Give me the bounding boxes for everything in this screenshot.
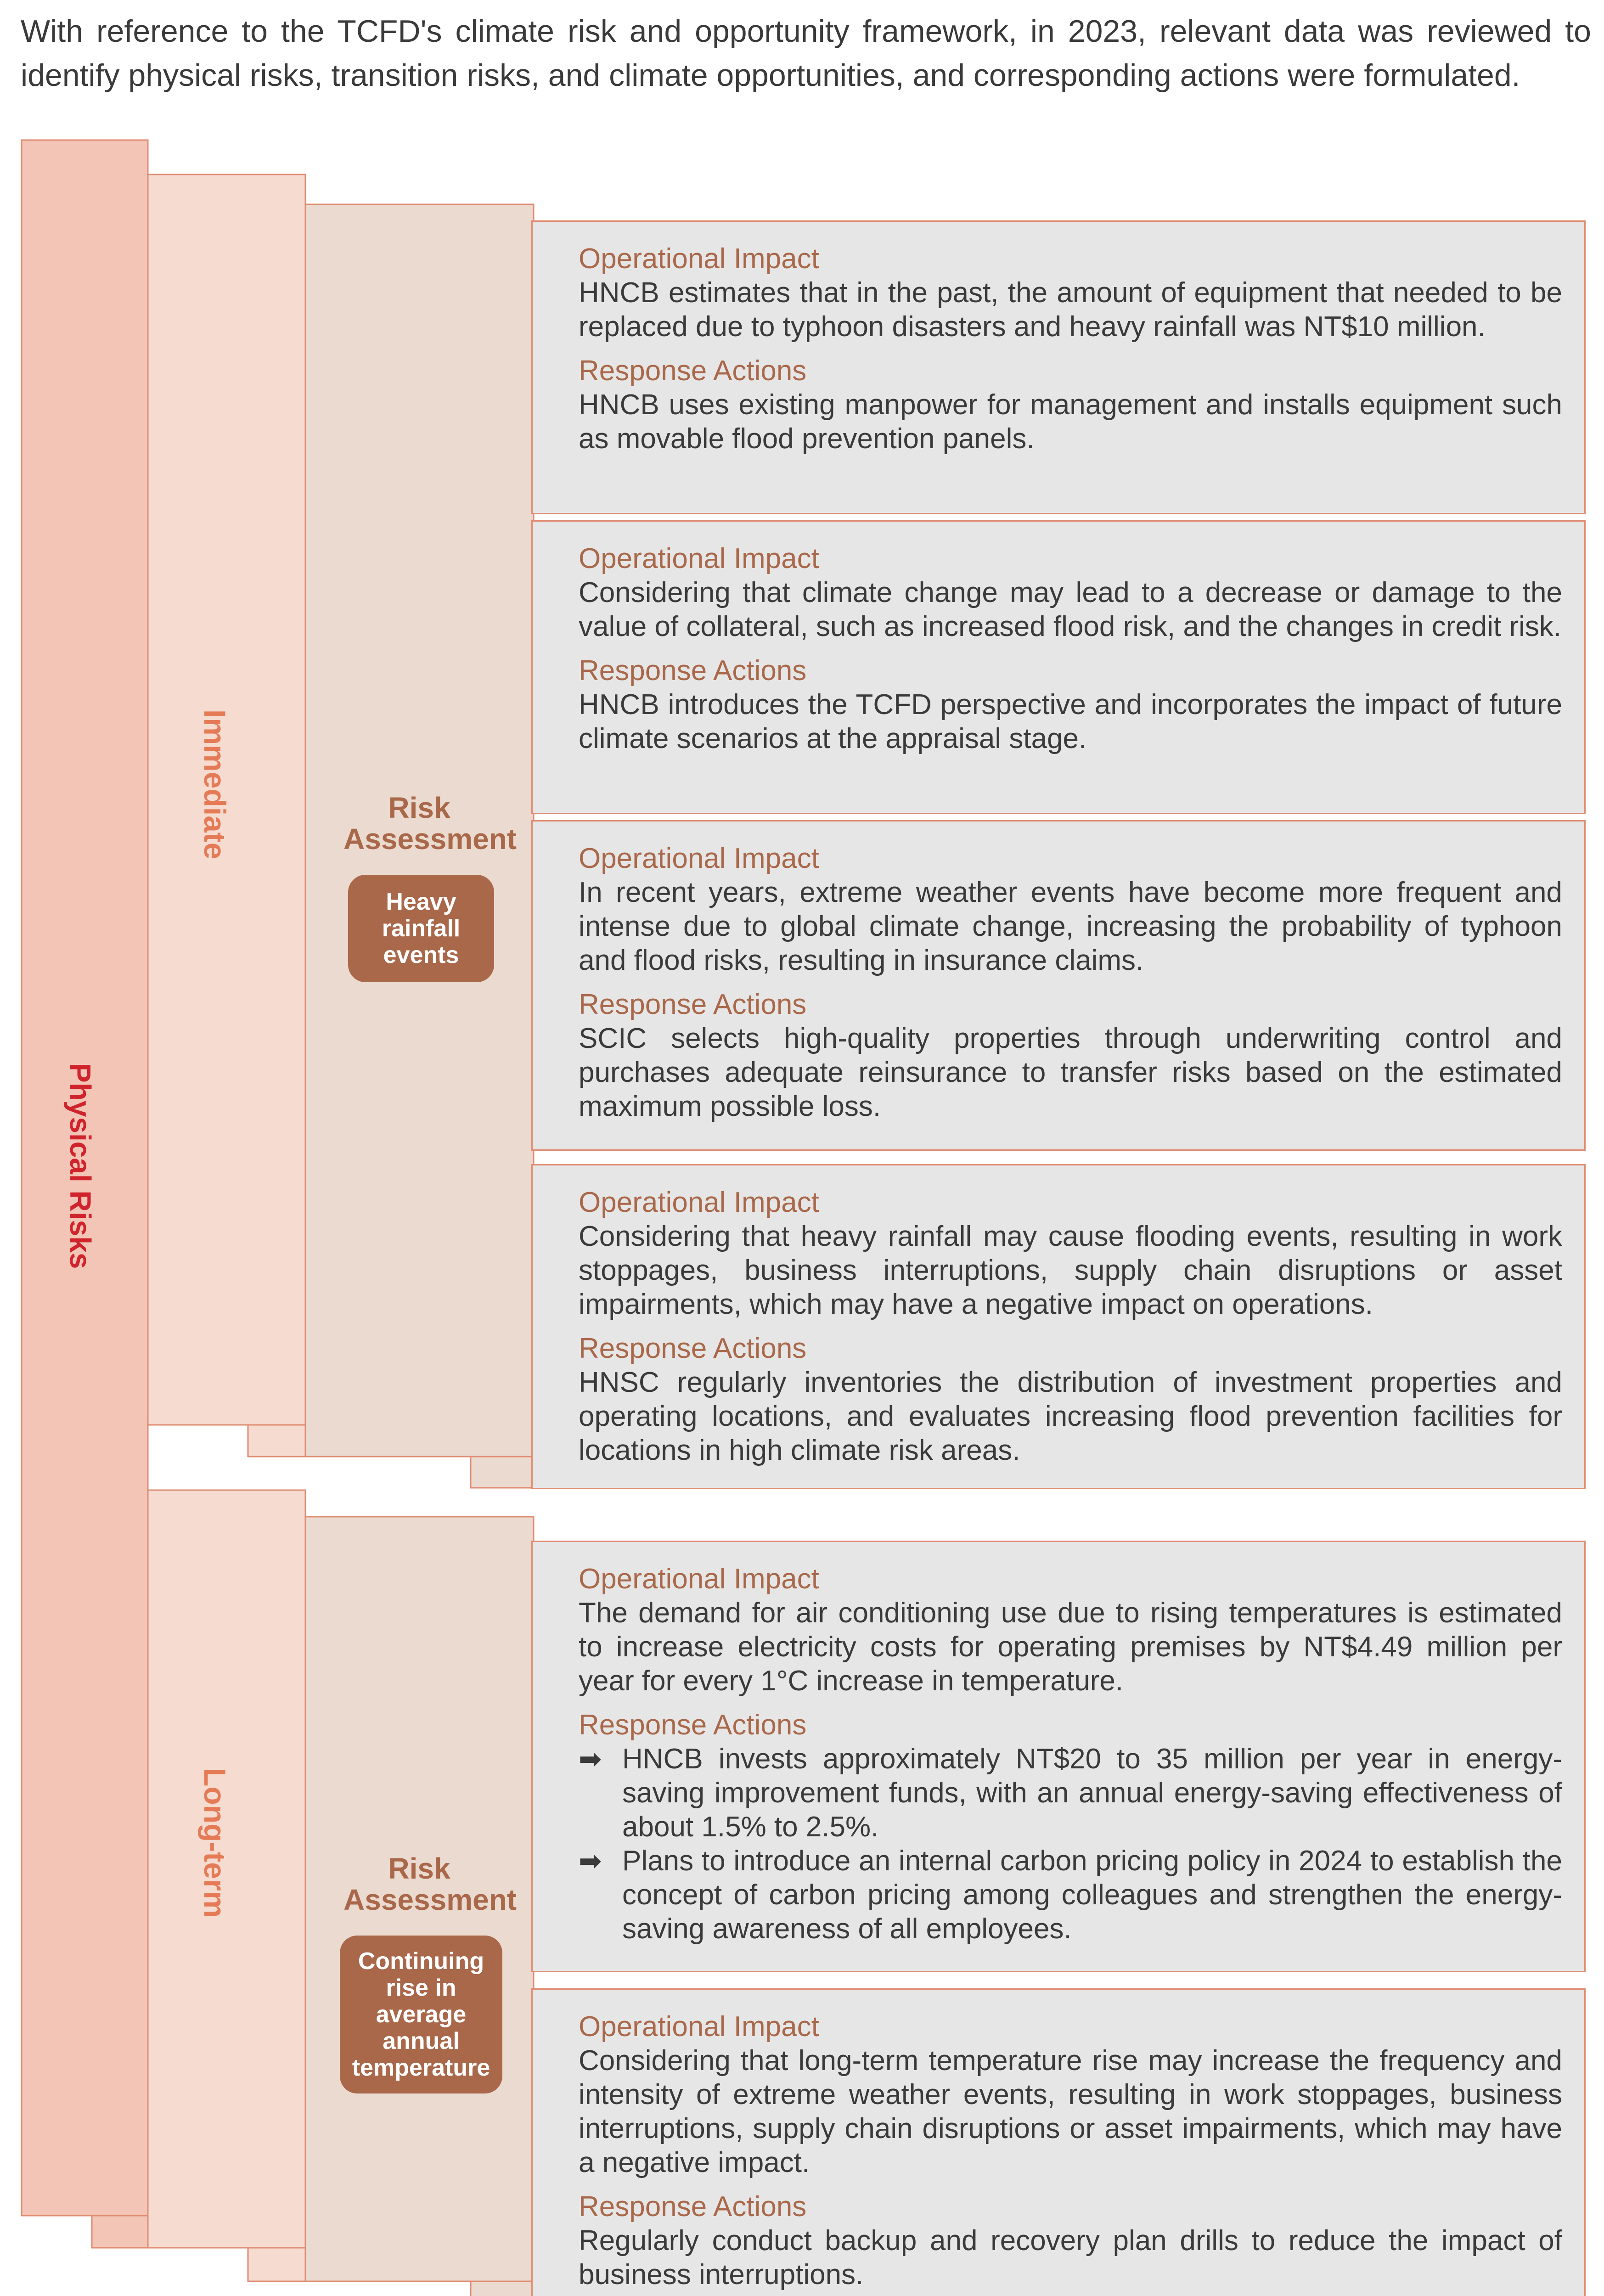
response-text: HNCB invests approximately NT$20 to 35 million per year in energy-saving improvement funds, with an annual energy-saving effectiveness of about 1.5% to 2.5%. bbox=[622, 1743, 1562, 1843]
impact-box bbox=[531, 1541, 1586, 1972]
impact-text: The demand for air conditioning use due to rising temperatures is estimated to increase electricity costs for operating premises by NT$4.49 million per year for every 1°C increase in temperature. bbox=[579, 1597, 1562, 1697]
assessment-panel-1-fold-shape bbox=[471, 1457, 534, 1488]
term-panel-longterm-fold bbox=[248, 2248, 305, 2281]
term-label-longterm: Long-term bbox=[198, 1768, 232, 1918]
arrow-right-icon: ➡ bbox=[579, 1744, 602, 1774]
impact-heading: Operational Impact bbox=[579, 543, 819, 574]
impact-heading: Operational Impact bbox=[579, 843, 819, 874]
response-bullet bbox=[579, 1742, 1562, 1844]
category-panel-fold-shape bbox=[92, 2216, 148, 2248]
response-heading: Response Actions bbox=[579, 355, 807, 387]
impact-heading: Operational Impact bbox=[579, 2011, 819, 2043]
impact-heading: Operational Impact bbox=[579, 1187, 819, 1218]
intro-text: With reference to the TCFD's climate risk and opportunity framework, in 2023, relevant data was reviewed to identify physical risks, transition risks, and climate opportunities, and corresponding actions were formulated. bbox=[21, 14, 1591, 93]
term-label-immediate: Immediate bbox=[198, 709, 232, 860]
impact-text: In recent years, extreme weather events have become more frequent and intense due to global climate change, increasing the probability of typhoon and flood risks, resulting in insurance claims. bbox=[579, 877, 1562, 976]
impact-text: Considering that climate change may lead to a decrease or damage to the value of collateral, such as increased flood risk, and the changes in credit risk. bbox=[579, 577, 1562, 642]
response-text: HNCB introduces the TCFD perspective and incorporates the impact of future climate scenarios at the appraisal stage. bbox=[579, 689, 1562, 754]
impact-box bbox=[531, 820, 1586, 1151]
arrow-right-icon: ➡ bbox=[579, 1846, 602, 1876]
risk-badge-temperature-rise: Continuing rise in average annual temperature bbox=[340, 1936, 502, 2093]
risk-badge-heavy-rainfall: Heavy rainfall events bbox=[348, 875, 494, 982]
response-text: Plans to introduce an internal carbon pricing policy in 2024 to establish the concept of carbon pricing among colleagues and strengthen the energy-saving awareness of all employees. bbox=[622, 1845, 1562, 1945]
category-label: Physical Risks bbox=[64, 1063, 97, 1269]
impact-box bbox=[531, 1988, 1586, 2296]
impact-text: Considering that long-term temperature rise may increase the frequency and intensity of extreme weather events, resulting in work stoppages, business interruptions, supply chain disruptions or asset impairments, which may have a negative impact. bbox=[579, 2045, 1562, 2178]
response-bullet bbox=[579, 1844, 1562, 1946]
impact-heading: Operational Impact bbox=[579, 1563, 819, 1595]
impact-box bbox=[531, 1164, 1586, 1489]
assessment-title-2: Risk Assessment bbox=[343, 1852, 517, 1916]
response-heading: Response Actions bbox=[579, 1709, 807, 1741]
impact-text: Considering that heavy rainfall may cause flooding events, resulting in work stoppages, business interruptions, supply chain disruptions or asset impairments, which may have a negative impact on operations. bbox=[579, 1221, 1562, 1320]
response-heading: Response Actions bbox=[579, 2191, 807, 2223]
impact-heading: Operational Impact bbox=[579, 243, 819, 275]
assessment-title-1: Risk Assessment bbox=[343, 791, 517, 855]
response-text: HNSC regularly inventories the distribution of investment properties and operating locations, and evaluates increasing flood prevention facilities for locations in high climate risk areas. bbox=[579, 1367, 1562, 1466]
response-text: Regularly conduct backup and recovery plan drills to reduce the impact of business interruptions. bbox=[579, 2225, 1562, 2290]
impact-box bbox=[531, 520, 1586, 814]
assessment-panel-2-fold bbox=[471, 2281, 534, 2296]
response-heading: Response Actions bbox=[579, 1333, 807, 1364]
term-panel-immediate-fold-shape bbox=[248, 1425, 305, 1457]
impact-text: HNCB estimates that in the past, the amount of equipment that needed to be replaced due to typhoon disasters and heavy rainfall was NT$10 million. bbox=[579, 277, 1562, 343]
response-text: SCIC selects high-quality properties through underwriting control and purchases adequate reinsurance to transfer risks based on the estimated maximum possible loss. bbox=[579, 1023, 1562, 1122]
response-heading: Response Actions bbox=[579, 989, 807, 1020]
impact-box bbox=[531, 220, 1586, 514]
response-text: HNCB uses existing manpower for management and installs equipment such as movable flood prevention panels. bbox=[579, 389, 1562, 455]
response-heading: Response Actions bbox=[579, 655, 807, 687]
